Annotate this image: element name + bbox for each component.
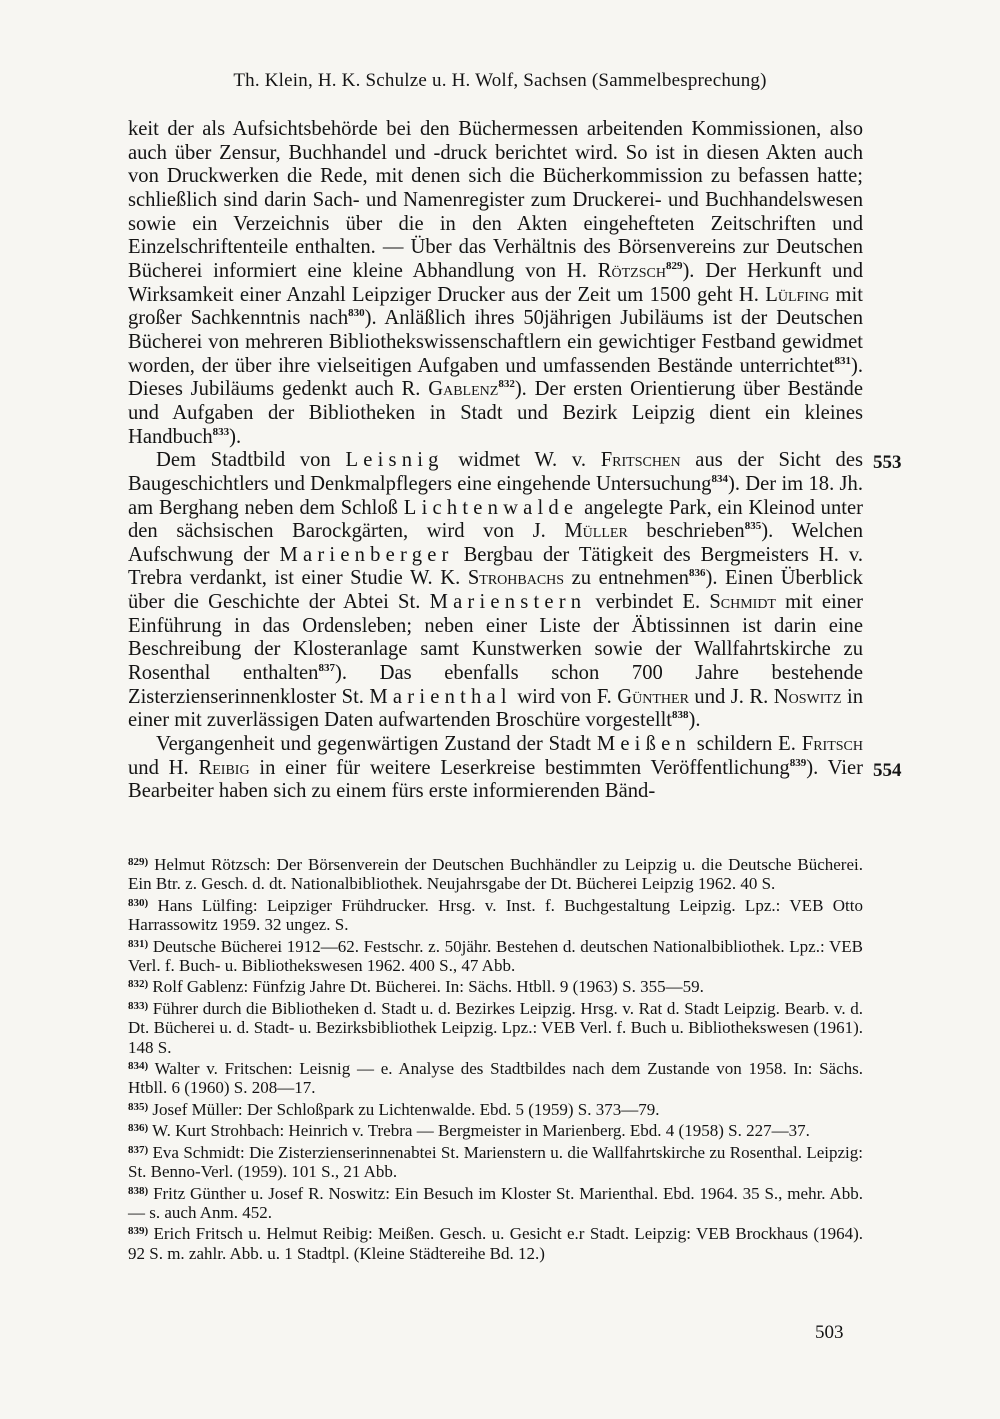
footnote-text: Fritz Günther u. Josef R. Noswitz: Ein Besuch im Kloster St. Marienthal. Ebd. 1964. 35 S., mehr. Abb. — s. auch Anm. 452. <box>128 1183 864 1222</box>
footnote-number: 839) <box>128 1225 149 1238</box>
footnote-number: 829) <box>128 856 149 868</box>
footnote-number: 837) <box>128 1143 149 1156</box>
footnote-number: 830) <box>128 896 149 909</box>
author-name: Günther <box>617 685 689 708</box>
page-number: 503 <box>815 1322 844 1343</box>
footnote-text: Rolf Gablenz: Fünfzig Jahre Dt. Bücherei. In: Sächs. Htbll. 9 (1963) S. 355—59. <box>152 977 704 997</box>
place-name: Marienberger <box>279 543 454 566</box>
footnote-text: Führer durch die Bibliotheken d. Stadt u. d. Bezirkes Leipzig. Hrsg. v. Rat d. Stadt Leipzig. Bearb. v. d. Dt. Bücherei u. d. Stadt- u. Bezirksbibliothek Leipzig. Lpz.: VEB Verl. f. Buch u. Bibliothekswesen (1961). 148 S. <box>128 998 864 1057</box>
place-name: Marienstern <box>429 591 587 614</box>
margin-section-number: 554 <box>873 760 902 781</box>
footnote-ref[interactable]: 837 <box>318 662 335 675</box>
footnote-text: Hans Lülfing: Leipziger Frühdrucker. Hrsg. v. Inst. f. Buchgestaltung Leipzig. Lpz.: VEB Otto Harrassowitz 1959. 32 ungez. S. <box>128 895 864 935</box>
footnote-ref[interactable]: 832 <box>498 378 515 391</box>
footnote-ref[interactable]: 831 <box>834 354 851 367</box>
place-name: Marienthal <box>369 685 512 708</box>
footnote <box>128 1222 863 1263</box>
author-name: Gablenz <box>428 378 499 401</box>
footnote-ref[interactable]: 834 <box>711 472 728 485</box>
running-title: Th. Klein, H. K. Schulze u. H. Wolf, Sachsen (Sammelbesprechung) <box>233 70 767 91</box>
footnote-text: Helmut Rötzsch: Der Börsenverein der Deutschen Buchhändler zu Leipzig u. die Deutsche Bücherei. Ein Btr. z. Gesch. d. dt. Nationalbibliothek. Neujahrsgabe der Dt. Bücherei Leipzig 1962. 40 S. <box>128 855 863 894</box>
author-name: Fritsch <box>801 733 863 756</box>
place-name: Meißen <box>596 733 691 756</box>
footnote-text: W. Kurt Strohbach: Heinrich v. Trebra — Bergmeister in Marienberg. Ebd. 4 (1958) S. 227—37. <box>152 1121 810 1141</box>
footnote-number: 832) <box>128 978 149 991</box>
footnote <box>128 935 863 976</box>
footnote <box>128 997 863 1057</box>
footnote <box>128 1098 863 1119</box>
author-name: Fritschen <box>600 449 681 472</box>
footnote-text: Deutsche Bücherei 1912—62. Festschr. z. 50jähr. Bestehen d. deutschen Nationalbibliothek. Lpz.: VEB Verl. f. Buch- u. Bibliothekswesen 1962. 400 S., 47 Abb. <box>128 936 864 976</box>
main-text <box>128 118 863 804</box>
place-name: Leisnig <box>345 449 444 472</box>
author-name: Lülfing <box>765 283 830 306</box>
footnote <box>128 1119 863 1140</box>
footnote <box>128 1182 863 1223</box>
footnotes <box>128 853 863 1263</box>
footnote-ref[interactable]: 835 <box>744 520 762 533</box>
author-name: Strohbachs <box>467 567 565 590</box>
footnote <box>128 1057 863 1098</box>
footnote <box>128 975 863 996</box>
footnote <box>128 1141 863 1182</box>
footnote-number: 833) <box>128 999 149 1012</box>
footnote-number: 838) <box>128 1184 149 1197</box>
author-name: Noswitz <box>773 685 842 708</box>
author-name: Müller <box>564 520 628 543</box>
margin-section-number: 553 <box>873 452 902 473</box>
author-name: Rötzsch <box>597 259 666 282</box>
footnote-ref[interactable]: 830 <box>348 307 365 320</box>
footnote-text: Eva Schmidt: Die Zisterzienserinnenabtei St. Marienstern u. die Wallfahrtskirche zu Rosenthal. Leipzig: St. Benno-Verl. (1959). 101 S., 21 Abb. <box>128 1142 863 1182</box>
footnote-text: Josef Müller: Der Schloßpark zu Lichtenwalde. Ebd. 5 (1959) S. 373—79. <box>152 1099 660 1119</box>
footnote <box>128 894 863 935</box>
footnote-ref[interactable]: 829 <box>665 259 683 272</box>
footnote-number: 835) <box>128 1100 149 1113</box>
place-name: Lichtenwalde <box>403 496 579 519</box>
paragraph-3: Vergangenheit und gegenwärtigen Zustand der Stadt Meißen schildern E. Fritsch und H. Reibig in einer für weitere Leserkreise bestimmten Veröffentlichung$^{839}$). Vier Bearbeiter haben sich zu einem fürs erste informierenden Bänd- <box>128 733 864 803</box>
footnote-text: Erich Fritsch u. Helmut Reibig: Meißen. Gesch. u. Gesicht e.r Stadt. Leipzig: VEB Brockhaus (1964). 92 S. m. zahlr. Abb. u. 1 Stadtpl. (Kleine Städtereihe Bd. 12.) <box>128 1224 863 1263</box>
author-name: Schmidt <box>709 591 776 614</box>
paragraph-1: keit der als Aufsichtsbehörde bei den Büchermessen arbeitenden Kommissionen, also auch über Zensur, Buchhandel und -druck berichtet wird. So ist in diesen Akten auch von Druckwerken die Rede, mit denen sich die Bücherkommission zu befassen hatte; schließlich sind darin Sach- und Namenregister zum Druckerei- und Buchhandelswesen sowie ein Verzeichnis über die in den Akten eingehefteten Zeitschriften und Einzelschriftenteile enthalten. — Über das Verhältnis des Börsenvereins zur Deutschen Bücherei informiert eine kleine Abhandlung von H. Rötzsch$^{829}$). Der Herkunft und Wirksamkeit einer Anzahl Leipziger Drucker aus der Zeit um 1500 geht H. Lülfing mit großer Sachkenntnis nach$^{830}$). Anläßlich ihres 50jährigen Jubiläums ist der Deutschen Bücherei von mehreren Bibliothekswissenschaftlern ein gewichtiger Festband gewidmet worden, der über ihre vielseitigen Aufgaben und umfassenden Bestände unterrichtet$^{831}$). Dieses Jubiläums gedenkt auch R. Gablenz$^{832}$). Der ersten Orientierung über Bestände und Aufgaben der Bibliotheken in Stadt und Bezirk Leipzig dient ein kleines Handbuch$^{833}$). <box>128 118 863 448</box>
paragraph-2: Dem Stadtbild von Leisnig widmet W. v. Fritschen aus der Sicht des Baugeschichtlers und Denkmalpflegers eine eingehende Untersuchung$^{834}$). Der im 18. Jh. am Berghang neben dem Schloß Lichtenwalde angelegte Park, ein Kleinod unter den sächsischen Barockgärten, wird von J. Müller beschrieben$^{835}$). Welchen Aufschwung der Marienberger Bergbau der Tätigkeit des Bergmeisters H. v. Trebra verdankt, ist einer Studie W. K. Strohbachs zu entnehmen$^{836}$). Einen Überblick über die Geschichte der Abtei St. Marienstern verbindet E. Schmidt mit einer Einführung in das Ordensleben; neben einer Liste der Äbtissinnen ist darin eine Beschreibung der Klosteranlage samt Kunstwerken sowie der Wallfahrtskirche zu Rosenthal enthalten$^{837}$). Das ebenfalls schon 700 Jahre bestehende Zisterzienserinnenkloster St. Marienthal wird von F. Günther und J. R. Noswitz in einer mit zuverlässigen Daten aufwartenden Broschüre vorgestellt$^{838}$). <box>128 449 864 732</box>
footnote-number: 831) <box>128 937 149 950</box>
footnote-text: Walter v. Fritschen: Leisnig — e. Analyse des Stadtbildes nach dem Zustande von 1958. In: Sächs. Htbll. 6 (1960) S. 208—17. <box>128 1059 863 1098</box>
footnote-ref[interactable]: 836 <box>688 567 706 580</box>
footnote <box>128 853 863 894</box>
author-name: Reibig <box>198 756 250 779</box>
footnote-number: 836) <box>128 1122 149 1135</box>
footnote-ref[interactable]: 833 <box>212 425 230 438</box>
footnote-ref[interactable]: 838 <box>672 709 689 722</box>
footnote-number: 834) <box>128 1060 149 1073</box>
footnote-ref[interactable]: 839 <box>789 756 807 769</box>
